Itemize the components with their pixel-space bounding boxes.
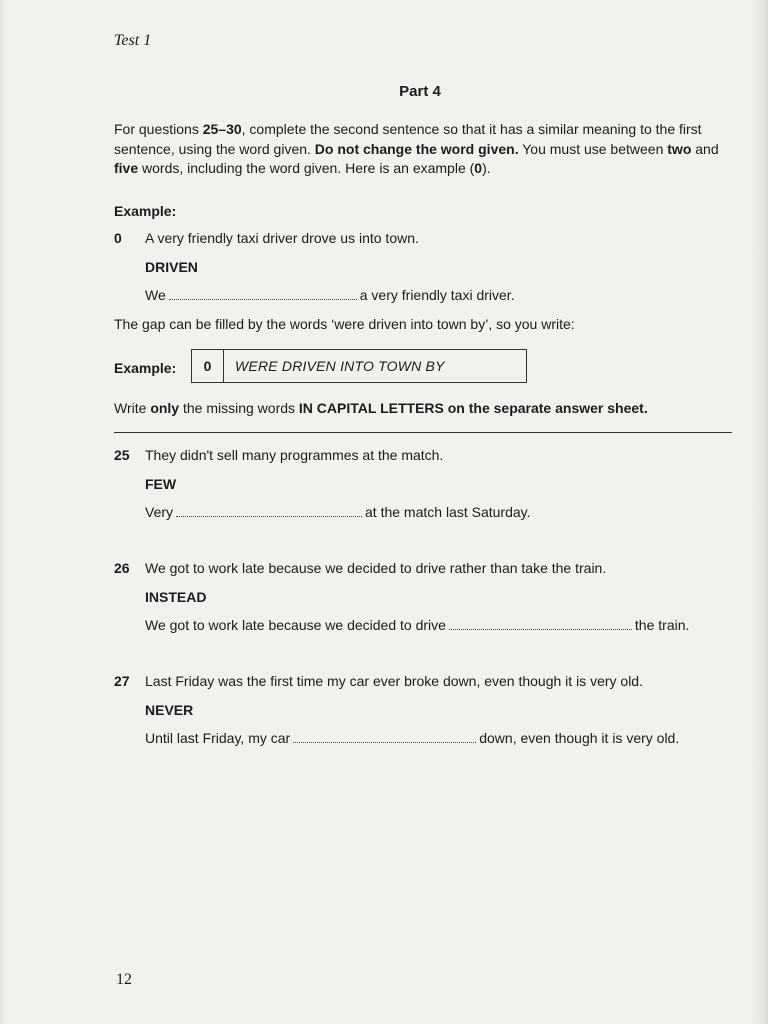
question-sentence: We got to work late because we decided to drive rather than take the train. — [145, 560, 607, 576]
write-instruction-text: the missing words — [179, 400, 299, 416]
question-keyword: NEVER — [145, 702, 194, 718]
question-number: 25 — [114, 447, 130, 463]
page-edge-left — [0, 0, 6, 1024]
question-number: 26 — [114, 560, 130, 576]
divider — [114, 432, 732, 433]
test-label: Test 1 — [114, 32, 152, 49]
question-sentence: They didn't sell many programmes at the match. — [145, 447, 444, 463]
sentence-prefix: Very — [145, 504, 174, 520]
example-heading: Example: — [114, 203, 177, 219]
sentence-prefix: We — [145, 287, 166, 303]
page-number: 12 — [116, 971, 132, 988]
example-second-sentence — [145, 287, 515, 303]
part-title: Part 4 — [399, 83, 441, 100]
question-second-sentence — [145, 617, 689, 633]
sentence-suffix: a very friendly taxi driver. — [359, 287, 515, 303]
question-second-sentence — [145, 730, 679, 746]
instructions-text: , complete the second sentence so that it has a similar meaning to the first sentence, using the word given. — [114, 121, 702, 157]
write-instruction-emphasis: IN CAPITAL LETTERS on the separate answer sheet. — [298, 400, 648, 416]
instructions-emphasis: five — [114, 160, 139, 176]
instructions-emphasis: 0 — [474, 160, 483, 176]
answer-gap — [176, 504, 362, 517]
instructions-text: words, including the word given. Here is an example ( — [138, 160, 475, 176]
question-sentence: Last Friday was the first time my car ever broke down, even though it is very old. — [145, 673, 643, 689]
instructions — [114, 120, 734, 179]
question-keyword: INSTEAD — [145, 589, 207, 605]
example-answer-box — [191, 349, 527, 383]
question-number: 27 — [114, 673, 130, 689]
question-second-sentence — [145, 504, 531, 520]
page-edge-right — [750, 0, 768, 1024]
answer-box-text: WERE DRIVEN INTO TOWN BY — [235, 358, 445, 374]
answer-box-label: Example: — [114, 360, 177, 376]
write-instruction — [114, 400, 648, 416]
answer-gap — [293, 730, 476, 743]
write-instruction-text: Write — [114, 400, 151, 416]
sentence-prefix: Until last Friday, my car — [145, 730, 291, 746]
sentence-prefix: We got to work late because we decided to drive — [145, 617, 446, 633]
instructions-text: ). — [482, 160, 491, 176]
instructions-text: For questions — [114, 121, 203, 137]
question-range: 25–30 — [202, 121, 242, 137]
answer-box-number: 0 — [192, 350, 224, 382]
sentence-suffix: the train. — [634, 617, 690, 633]
gap-note: The gap can be filled by the words ‘were driven into town by’, so you write: — [114, 316, 575, 332]
example-keyword: DRIVEN — [145, 259, 198, 275]
sentence-suffix: at the match last Saturday. — [365, 504, 531, 520]
sentence-suffix: down, even though it is very old. — [479, 730, 680, 746]
instructions-text: and — [691, 140, 719, 157]
instructions-emphasis: Do not change the word given. — [314, 140, 519, 157]
instructions-text: You must use between — [518, 140, 668, 157]
question-keyword: FEW — [145, 476, 177, 492]
instructions-emphasis: two — [667, 140, 692, 157]
example-number: 0 — [114, 230, 122, 246]
answer-gap — [449, 617, 632, 630]
example-sentence: A very friendly taxi driver drove us into town. — [145, 230, 419, 246]
write-instruction-emphasis: only — [150, 400, 180, 416]
answer-gap — [169, 287, 357, 300]
